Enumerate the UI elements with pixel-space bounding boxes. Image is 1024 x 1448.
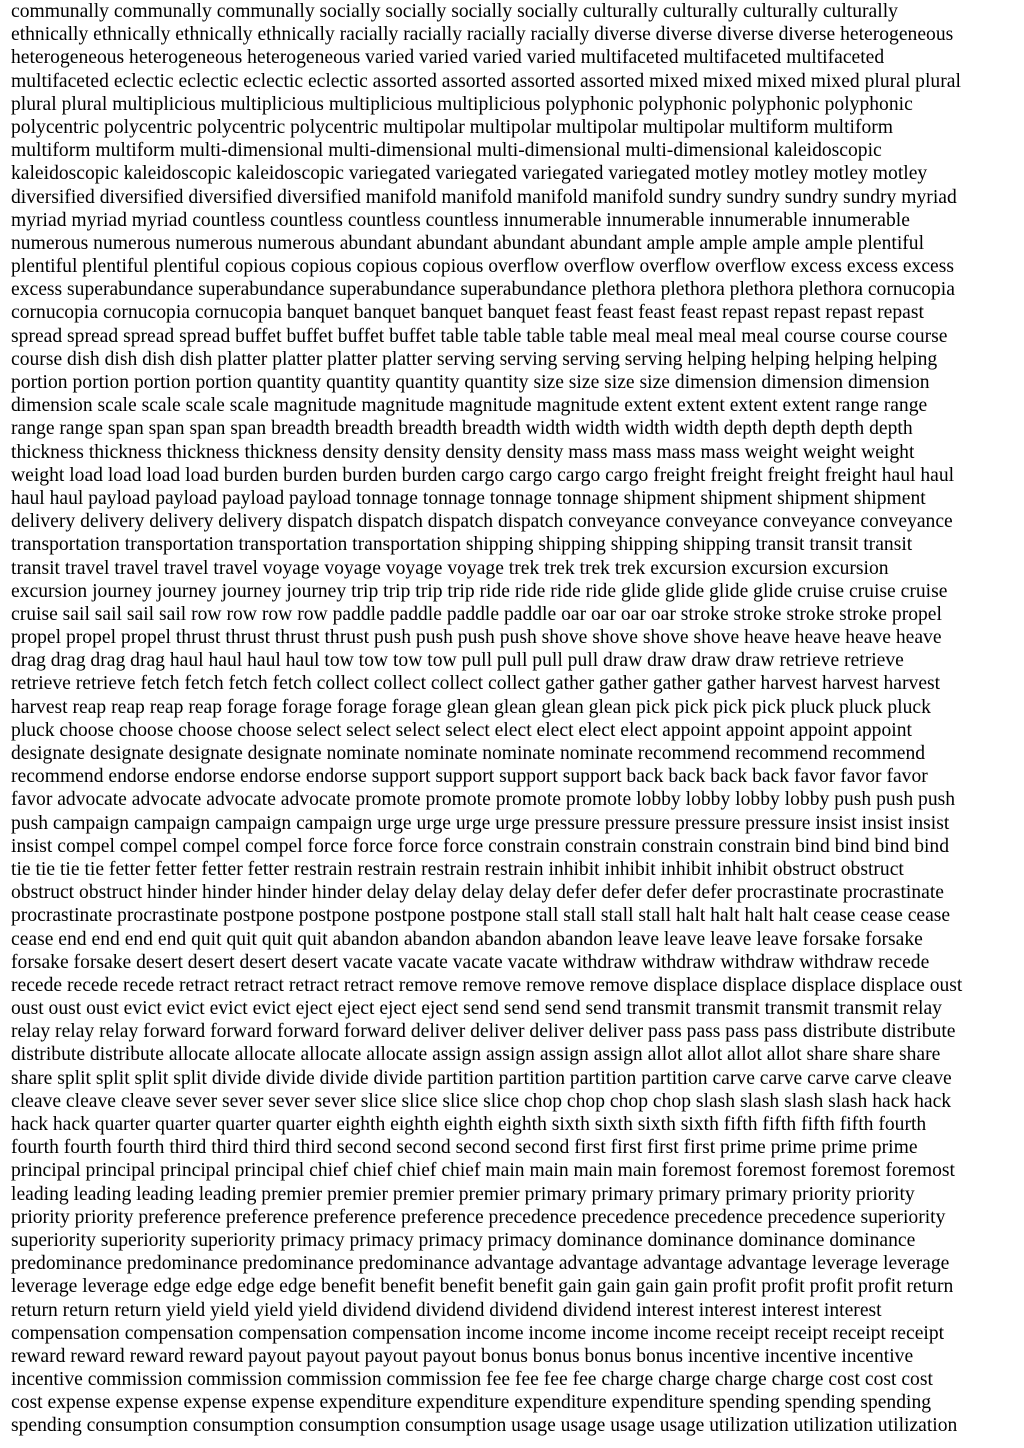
text-line: portion portion portion portion quantity quantity quantity quantity size size size size dimension dimension dimension: [11, 372, 930, 393]
text-line: delivery delivery delivery delivery dispatch dispatch dispatch dispatch conveyance conveyance conveyance conveyance: [11, 511, 953, 533]
text-line: cornucopia cornucopia cornucopia banquet banquet banquet banquet feast feast feast feast repast repast repast repast: [11, 302, 924, 324]
text-line: ethnically ethnically ethnically ethnically racially racially racially racially diverse diverse diverse diverse heterogeneous: [11, 24, 954, 46]
text-line: course dish dish dish dish platter platter platter platter serving serving serving serving helping helping helping helping: [11, 348, 938, 370]
text-line: relay relay relay forward forward forward forward deliver deliver deliver deliver pass pass pass pass distribute distribute: [11, 1021, 956, 1043]
text-line: haul haul payload payload payload payload tonnage tonnage tonnage tonnage shipment shipment shipment shipment: [11, 487, 926, 509]
text-line: dimension scale scale scale scale magnitude magnitude magnitude magnitude extent extent extent extent range range: [11, 395, 928, 417]
text-line: spread spread spread spread buffet buffet buffet buffet table table table table meal meal meal meal course course course: [11, 325, 948, 347]
text-line: drag drag drag drag haul haul haul haul tow tow tow tow pull pull pull pull draw draw draw draw retrieve retrieve: [11, 650, 904, 672]
text-line: range range span span span span breadth breadth breadth breadth width width width width depth depth depth depth: [11, 418, 913, 440]
text-line: plentiful plentiful plentiful copious copious copious copious overflow overflow overflow overflow excess excess excess: [11, 256, 954, 278]
text-line: share split split split split divide divide divide divide partition partition partition partition carve carve carve carve cleave: [11, 1067, 952, 1089]
text-line: fourth fourth fourth third third third third second second second second first first first first prime prime prime prime: [11, 1137, 918, 1159]
text-line: excursion journey journey journey journey trip trip trip trip ride ride ride ride glide glide glide glide cruise cruise cruise: [11, 580, 948, 602]
text-line: tie tie tie tie fetter fetter fetter fetter restrain restrain restrain restrain inhibit inhibit inhibit inhibit obstruct obstruct: [11, 858, 904, 880]
text-line: return return return yield yield yield yield dividend dividend dividend dividend interest interest interest interest: [11, 1299, 882, 1321]
text-line: leverage leverage edge edge edge edge benefit benefit benefit benefit gain gain gain gain profit profit profit profit return: [11, 1276, 954, 1298]
text-line: retrieve retrieve fetch fetch fetch fetch collect collect collect collect gather gather gather gather harvest harvest harvest: [11, 673, 941, 695]
text-line: propel propel propel thrust thrust thrust thrust push push push push shove shove shove shove heave heave heave heave: [11, 627, 942, 649]
text-line: transportation transportation transportation transportation shipping shipping shipping shipping transit transit transit: [11, 534, 913, 556]
text-line: communally communally communally socially socially socially socially culturally culturally culturally culturally: [11, 1, 898, 22]
text-line: pluck choose choose choose choose select select select select elect elect elect elect appoint appoint appoint appoint: [11, 719, 912, 741]
text-line: cruise sail sail sail sail row row row row paddle paddle paddle paddle oar oar oar oar stroke stroke stroke stroke propel: [11, 603, 942, 625]
text-line: distribute distribute allocate allocate allocate allocate assign assign assign assign allot allot allot allot share share share: [11, 1044, 941, 1066]
text-line: heterogeneous heterogeneous heterogeneous varied varied varied varied multifaceted multifaceted multifaceted: [11, 47, 885, 69]
text-line: leading leading leading leading premier premier premier premier primary primary primary primary priority priority: [11, 1183, 915, 1205]
text-line: multifaceted eclectic eclectic eclectic eclectic assorted assorted assorted assorted mixed mixed mixed mixed plural plural: [11, 70, 961, 92]
text-line: recede recede recede retract retract retract retract remove remove remove remove displace displace displace displace oust: [11, 974, 963, 996]
text-line: spending consumption consumption consumption consumption usage usage usage usage utilization utilization utilization: [11, 1415, 958, 1437]
text-line: push campaign campaign campaign campaign urge urge urge urge pressure pressure pressure pressure insist insist insist: [11, 812, 950, 834]
text-line: thickness thickness thickness thickness density density density density mass mass mass mass weight weight weight: [11, 441, 915, 463]
text-line: kaleidoscopic kaleidoscopic kaleidoscopic variegated variegated variegated variegated motley motley motley motley: [11, 163, 928, 185]
text-line: plural plural multiplicious multiplicious multiplicious multiplicious polyphonic polyphonic polyphonic polyphonic: [11, 93, 913, 115]
text-line: oust oust oust evict evict evict evict eject eject eject eject send send send send transmit transmit transmit transmit relay: [11, 998, 942, 1020]
text-line: excess superabundance superabundance superabundance superabundance plethora plethora plethora plethora cornucopia: [11, 279, 955, 301]
text-line: favor advocate advocate advocate advocate promote promote promote promote lobby lobby lobby lobby push push push: [11, 789, 956, 811]
text-line: numerous numerous numerous numerous abundant abundant abundant abundant ample ample ample ample plentiful: [11, 232, 925, 254]
text-line: incentive commission commission commission commission fee fee fee fee charge charge charge charge cost cost cost: [11, 1369, 933, 1391]
text-line: designate designate designate designate nominate nominate nominate nominate recommend recommend recommend: [11, 743, 926, 764]
text-line: procrastinate procrastinate postpone postpone postpone postpone stall stall stall stall halt halt halt halt cease cease cease: [11, 905, 951, 927]
text-line: reward reward reward reward payout payout payout payout bonus bonus bonus bonus incentive incentive incentive: [11, 1345, 914, 1367]
text-line: cease end end end end quit quit quit quit abandon abandon abandon abandon leave leave leave leave forsake forsake: [11, 928, 923, 950]
text-line: insist compel compel compel compel force force force force constrain constrain constrain constrain bind bind bind bind: [11, 835, 950, 857]
text-line: obstruct obstruct hinder hinder hinder hinder delay delay delay delay defer defer defer defer procrastinate procrastinate: [11, 882, 944, 904]
document-body: [11, 0, 1017, 1438]
text-line: weight load load load load burden burden burden burden cargo cargo cargo cargo freight freight freight freight haul haul: [11, 464, 955, 486]
text-line: harvest reap reap reap reap forage forage forage forage glean glean glean glean pick pick pick pick pluck pluck pluck: [11, 696, 931, 718]
text-line: diversified diversified diversified diversified manifold manifold manifold manifold sundry sundry sundry sundry myriad: [11, 186, 957, 208]
text-line: cleave cleave cleave sever sever sever sever slice slice slice slice chop chop chop chop slash slash slash slash hack hack: [11, 1090, 952, 1112]
text-line: forsake forsake desert desert desert desert vacate vacate vacate vacate withdraw withdraw withdraw withdraw recede: [11, 951, 930, 973]
text-line: myriad myriad myriad countless countless countless countless innumerable innumerable innumerable innumerable: [11, 209, 910, 231]
text-line: superiority superiority superiority primacy primacy primacy primacy dominance dominance dominance dominance: [11, 1229, 916, 1251]
text-line: principal principal principal principal chief chief chief chief main main main main foremost foremost foremost foremost: [11, 1160, 955, 1182]
text-line: predominance predominance predominance predominance advantage advantage advantage advantage leverage leverage: [11, 1253, 950, 1275]
text-line: transit travel travel travel travel voyage voyage voyage voyage trek trek trek trek excursion excursion excursion: [11, 557, 889, 579]
text-line: polycentric polycentric polycentric polycentric multipolar multipolar multipolar multipolar multiform multiform: [11, 116, 894, 138]
text-line: recommend endorse endorse endorse endorse support support support support back back back back favor favor favor: [11, 766, 928, 788]
text-line: priority priority preference preference preference preference precedence precedence precedence precedence superiority: [11, 1206, 946, 1228]
text-line: hack hack quarter quarter quarter quarter eighth eighth eighth eighth sixth sixth sixth sixth fifth fifth fifth fifth fourth: [11, 1114, 927, 1135]
text-line: cost expense expense expense expense expenditure expenditure expenditure expenditure spending spending spending: [11, 1392, 932, 1414]
text-line: multiform multiform multi-dimensional multi-dimensional multi-dimensional multi-dimensional kaleidoscopic: [11, 140, 882, 162]
text-line: compensation compensation compensation compensation income income income income receipt receipt receipt receipt: [11, 1322, 945, 1344]
